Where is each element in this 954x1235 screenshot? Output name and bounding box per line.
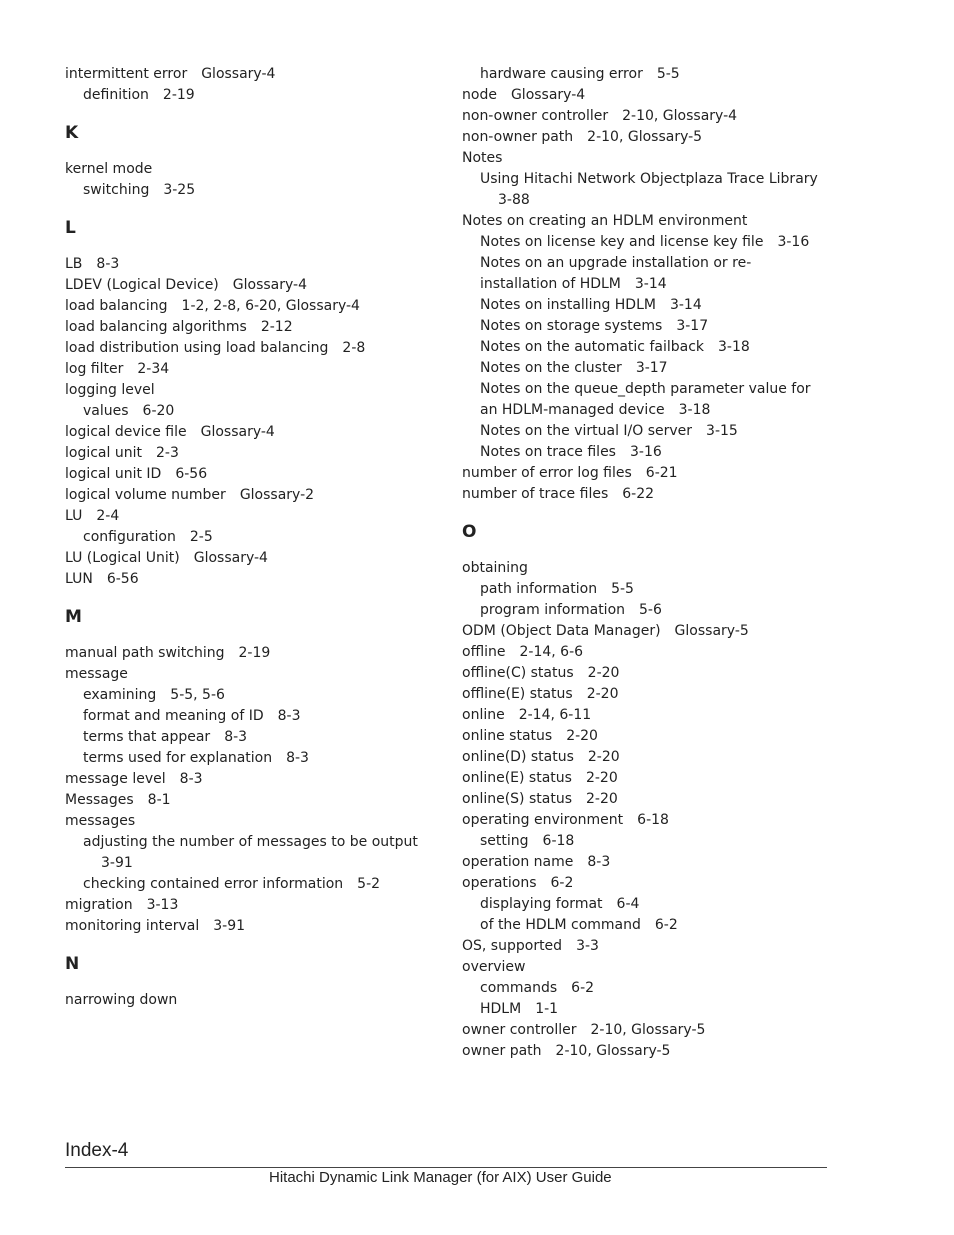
index-entry: [462, 768, 832, 789]
index-entry: [462, 421, 832, 442]
index-entry: [462, 463, 832, 484]
index-term: Notes on the automatic failback: [480, 339, 705, 355]
index-term: owner path: [462, 1043, 542, 1059]
index-page-ref: 5-6: [639, 602, 662, 618]
index-page-ref: 1-1: [535, 1001, 559, 1017]
index-term: logical device file: [65, 424, 187, 440]
index-term: Messages: [65, 792, 134, 808]
index-page-ref: 2-10, Glossary-5: [555, 1043, 671, 1059]
index-entry: [65, 548, 435, 569]
index-page-ref: 3-13: [146, 897, 179, 913]
index-entry: [65, 485, 435, 506]
section-letter: L: [65, 218, 76, 238]
index-page-ref: 1-2, 2-8, 6-20, Glossary-4: [181, 298, 360, 314]
section-letter: N: [65, 954, 80, 974]
index-term: load balancing algorithms: [65, 319, 247, 335]
index-entry: [65, 338, 435, 359]
index-term: logical unit ID: [65, 466, 162, 482]
index-entry: [462, 1041, 832, 1062]
index-term: Notes on an upgrade installation or re-: [480, 255, 752, 271]
index-page-ref: 5-5: [656, 66, 680, 82]
index-term: Notes on the queue_depth parameter value for: [480, 381, 811, 397]
index-entry: [65, 317, 435, 338]
index-term: online status: [462, 728, 553, 744]
index-entry: [65, 359, 435, 380]
index-term: manual path switching: [65, 645, 225, 661]
index-term: displaying format: [480, 896, 603, 912]
index-page-ref: 5-2: [357, 876, 381, 892]
index-entry: [65, 464, 435, 485]
index-entry: [462, 337, 832, 358]
index-term: Using Hitachi Network Objectplaza Trace Library: [480, 171, 818, 187]
index-term: OS, supported: [462, 938, 563, 954]
index-entry: [65, 895, 435, 916]
section-gap: [65, 106, 435, 121]
index-term: Notes on creating an HDLM environment: [462, 213, 748, 229]
index-page-ref: 6-2: [654, 917, 678, 933]
index-term: Notes: [462, 150, 503, 166]
index-term: Notes on trace files: [480, 444, 616, 460]
index-page-ref: 2-20: [585, 770, 618, 786]
page-folio: Index-4: [65, 1140, 129, 1161]
index-page-ref: 3-18: [718, 339, 750, 355]
index-page-ref: 3-18: [678, 402, 711, 418]
index-entry: [462, 379, 832, 400]
index-term: format and meaning of ID: [83, 708, 264, 724]
index-page-ref: Glossary-4: [193, 550, 268, 566]
index-page-ref: Glossary-4: [232, 277, 308, 293]
index-entry: [462, 169, 832, 190]
index-page-ref: 6-22: [622, 486, 655, 502]
index-page-ref: 2-20: [586, 686, 619, 702]
index-term: examining: [83, 687, 157, 703]
index-entry: [65, 811, 435, 832]
index-term: online(E) status: [462, 770, 572, 786]
index-page-ref: Glossary-2: [239, 487, 315, 503]
index-term: definition: [83, 87, 149, 103]
section-letter: O: [462, 522, 477, 542]
index-entry: [65, 254, 435, 275]
index-term: logging level: [65, 382, 155, 398]
index-entry: [462, 358, 832, 379]
index-entry: [65, 380, 435, 401]
index-entry: [462, 726, 832, 747]
section-letter: M: [65, 607, 82, 627]
index-page-ref: 8-3: [286, 750, 309, 766]
index-entry: [65, 916, 435, 937]
index-page-ref: 2-3: [155, 445, 179, 461]
index-entry: [65, 643, 435, 664]
index-entry: [462, 442, 832, 463]
index-entry: [462, 190, 832, 211]
index-term: ODM (Object Data Manager): [462, 623, 661, 639]
index-entry: [462, 127, 832, 148]
index-page-ref: 6-18: [637, 812, 669, 828]
index-term: LB: [65, 256, 83, 272]
index-term: operation name: [462, 854, 574, 870]
index-term: obtaining: [462, 560, 528, 576]
index-term: terms that appear: [83, 729, 211, 745]
index-entry: [65, 853, 435, 874]
index-term: non-owner path: [462, 129, 574, 145]
index-term: online(S) status: [462, 791, 572, 807]
index-page-ref: 6-21: [645, 465, 678, 481]
index-entry: [65, 990, 435, 1011]
index-term: terms used for explanation: [83, 750, 273, 766]
index-entry: [462, 684, 832, 705]
index-page-ref: 2-10, Glossary-5: [587, 129, 703, 145]
index-term: operating environment: [462, 812, 624, 828]
index-column-right: [462, 64, 832, 1062]
index-page-ref: 3-16: [777, 234, 810, 250]
index-term: program information: [480, 602, 626, 618]
index-term: installation of HDLM: [480, 276, 621, 292]
index-entry: [65, 527, 435, 548]
index-page-ref: 6-56: [106, 571, 139, 587]
index-term: of the HDLM command: [480, 917, 641, 933]
index-page-ref: 3-16: [629, 444, 662, 460]
index-entry: [65, 180, 435, 201]
footer-rule: [65, 1167, 827, 1168]
index-entry: [65, 706, 435, 727]
index-term: narrowing down: [65, 992, 178, 1008]
index-page-ref: 3-15: [706, 423, 738, 439]
index-entry: [462, 274, 832, 295]
index-page-ref: 2-20: [566, 728, 598, 744]
index-entry: [462, 936, 832, 957]
index-entry: [462, 211, 832, 232]
index-term: migration: [65, 897, 133, 913]
index-entry: [462, 747, 832, 768]
index-term: checking contained error information: [83, 876, 344, 892]
index-entry: [65, 748, 435, 769]
index-term: LU: [65, 508, 83, 524]
index-entry: [462, 894, 832, 915]
index-term: online: [462, 707, 505, 723]
index-page-ref: 2-8: [342, 340, 366, 356]
index-entry: [462, 831, 832, 852]
index-page-ref: 3-25: [163, 182, 196, 198]
index-entry: [462, 253, 832, 274]
index-page-ref: 3-17: [635, 360, 668, 376]
index-term: messages: [65, 813, 136, 829]
index-entry: [462, 106, 832, 127]
index-entry: [462, 852, 832, 873]
index-page-ref: 2-10, Glossary-4: [622, 108, 738, 124]
index-entry: [462, 642, 832, 663]
index-term: setting: [480, 833, 529, 849]
index-page-ref: 3-91: [101, 855, 133, 871]
index-page-ref: 3-14: [634, 276, 667, 292]
index-entry: [65, 685, 435, 706]
index-entry: [65, 159, 435, 180]
index-entry: [462, 957, 832, 978]
index-entry: [462, 579, 832, 600]
index-term: log filter: [65, 361, 124, 377]
index-column-left: [65, 64, 435, 1011]
index-entry: [65, 790, 435, 811]
index-entry: [65, 296, 435, 317]
index-page-ref: 8-3: [587, 854, 611, 870]
index-page-ref: 8-3: [277, 708, 301, 724]
index-page-ref: 5-5: [611, 581, 634, 597]
index-page-ref: 8-3: [96, 256, 120, 272]
index-term: intermittent error: [65, 66, 188, 82]
index-term: non-owner controller: [462, 108, 609, 124]
index-entry: [462, 484, 832, 505]
index-entry: [462, 873, 832, 894]
index-entry: [65, 85, 435, 106]
index-entry: [462, 85, 832, 106]
index-entry: [462, 295, 832, 316]
index-entry: [65, 569, 435, 590]
index-term: Notes on the virtual I/O server: [480, 423, 693, 439]
index-term: LDEV (Logical Device): [65, 277, 219, 293]
index-term: an HDLM-managed device: [480, 402, 665, 418]
index-page-ref: 6-18: [542, 833, 575, 849]
index-entry: [65, 506, 435, 527]
index-page-ref: 2-20: [587, 665, 620, 681]
index-entry: [65, 64, 435, 85]
index-page-ref: 2-14, 6-11: [518, 707, 592, 723]
index-term: Notes on the cluster: [480, 360, 622, 376]
index-entry: [65, 874, 435, 895]
section-gap: [462, 505, 832, 520]
index-entry: [462, 600, 832, 621]
index-page-ref: 5-5, 5-6: [170, 687, 225, 703]
index-term: Notes on license key and license key file: [480, 234, 764, 250]
index-entry: [462, 316, 832, 337]
index-term: hardware causing error: [480, 66, 643, 82]
section-gap: [65, 937, 435, 952]
index-term: values: [83, 403, 129, 419]
index-entry: [462, 148, 832, 169]
index-entry: [462, 810, 832, 831]
index-page-ref: Glossary-5: [674, 623, 749, 639]
index-entry: [462, 232, 832, 253]
section-gap: [65, 201, 435, 216]
index-entry: [65, 422, 435, 443]
index-term: Notes on installing HDLM: [480, 297, 656, 313]
index-page-ref: 3-91: [213, 918, 246, 934]
index-page-ref: 2-20: [587, 749, 620, 765]
index-page-ref: 2-10, Glossary-5: [590, 1022, 706, 1038]
index-term: commands: [480, 980, 558, 996]
index-page-ref: 2-14, 6-6: [519, 644, 584, 660]
index-entry: [462, 558, 832, 579]
index-entry: [462, 789, 832, 810]
index-page-ref: 8-3: [224, 729, 248, 745]
index-entry: [462, 915, 832, 936]
index-term: path information: [480, 581, 598, 597]
index-entry: [65, 727, 435, 748]
index-page-ref: 2-34: [137, 361, 170, 377]
index-page-ref: 3-17: [676, 318, 709, 334]
index-term: number of error log files: [462, 465, 632, 481]
index-entry: [462, 705, 832, 726]
index-page-ref: 2-12: [260, 319, 293, 335]
index-term: adjusting the number of messages to be output: [83, 834, 418, 850]
index-page-ref: 2-20: [585, 791, 618, 807]
index-page-ref: 6-20: [142, 403, 175, 419]
index-term: logical unit: [65, 445, 142, 461]
index-entry: [462, 621, 832, 642]
index-entry: [65, 832, 435, 853]
index-page-ref: 2-19: [238, 645, 271, 661]
index-term: online(D) status: [462, 749, 574, 765]
index-term: logical volume number: [65, 487, 226, 503]
index-term: message level: [65, 771, 166, 787]
section-gap: [65, 590, 435, 605]
index-term: operations: [462, 875, 537, 891]
index-term: HDLM: [480, 1001, 522, 1017]
index-page-ref: 8-3: [179, 771, 203, 787]
index-page-ref: 3-88: [498, 192, 530, 208]
index-entry: [462, 663, 832, 684]
index-term: offline(E) status: [462, 686, 573, 702]
index-entry: [462, 999, 832, 1020]
index-entry: [65, 275, 435, 296]
section-letter: K: [65, 123, 79, 143]
index-page-ref: 2-4: [96, 508, 120, 524]
index-page-ref: 2-19: [162, 87, 195, 103]
index-page-ref: Glossary-4: [200, 424, 275, 440]
index-term: number of trace files: [462, 486, 609, 502]
index-term: overview: [462, 959, 526, 975]
index-page-ref: 3-3: [576, 938, 599, 954]
index-page-ref: Glossary-4: [201, 66, 276, 82]
index-page-ref: 6-2: [550, 875, 574, 891]
index-term: message: [65, 666, 128, 682]
index-term: LUN: [65, 571, 93, 587]
index-entry: [65, 401, 435, 422]
index-term: switching: [83, 182, 150, 198]
index-term: kernel mode: [65, 161, 153, 177]
index-page-ref: 6-56: [175, 466, 208, 482]
index-term: owner controller: [462, 1022, 577, 1038]
index-term: offline(C) status: [462, 665, 574, 681]
index-page-ref: 6-2: [571, 980, 595, 996]
index-page-ref: 6-4: [616, 896, 640, 912]
index-page-ref: 8-1: [147, 792, 171, 808]
index-page-ref: 2-5: [189, 529, 213, 545]
index-entry: [65, 443, 435, 464]
index-term: monitoring interval: [65, 918, 200, 934]
index-entry: [462, 400, 832, 421]
index-entry: [462, 64, 832, 85]
index-term: configuration: [83, 529, 176, 545]
index-term: LU (Logical Unit): [65, 550, 180, 566]
index-entry: [462, 978, 832, 999]
index-entry: [65, 664, 435, 685]
index-page-ref: 3-14: [669, 297, 702, 313]
index-term: offline: [462, 644, 506, 660]
index-term: Notes on storage systems: [480, 318, 663, 334]
index-entry: [65, 769, 435, 790]
index-term: node: [462, 87, 497, 103]
footer-title: Hitachi Dynamic Link Manager (for AIX) User Guide: [269, 1169, 612, 1186]
index-term: load distribution using load balancing: [65, 340, 329, 356]
index-page-ref: Glossary-4: [510, 87, 586, 103]
index-term: load balancing: [65, 298, 168, 314]
index-entry: [462, 1020, 832, 1041]
